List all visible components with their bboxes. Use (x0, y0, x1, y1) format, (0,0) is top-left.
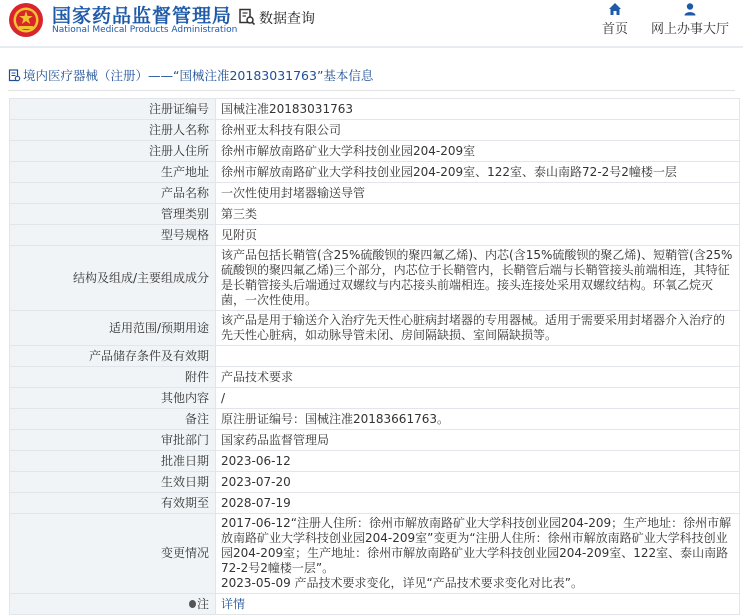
table-row (10, 246, 740, 311)
field-value: / (216, 388, 740, 409)
nav-online-hall[interactable] (648, 2, 732, 37)
brand-title-cn: 国家药品监督管理局 (52, 5, 233, 27)
field-label: 注册人住所 (10, 141, 216, 162)
field-label: 变更情况 (10, 514, 216, 594)
table-row (10, 430, 740, 451)
table-row (10, 183, 740, 204)
table-row (10, 120, 740, 141)
header-divider (0, 46, 743, 48)
note-label (10, 594, 216, 615)
change-entry: 2023-05-09 产品技术要求变化，详见“产品技术要求变化对比表”。 (221, 576, 583, 590)
field-value: 国械注准20183031763 (216, 99, 740, 120)
site-header (0, 0, 743, 46)
table-row (10, 141, 740, 162)
field-value: 产品技术要求 (216, 367, 740, 388)
national-emblem-logo (8, 2, 44, 38)
field-label: 适用范围/预期用途 (10, 311, 216, 346)
table-row (10, 204, 740, 225)
field-value: 见附页 (216, 225, 740, 246)
user-icon (683, 2, 697, 16)
field-value: 2028-07-19 (216, 493, 740, 514)
field-value: 该产品是用于输送介入治疗先天性心脏病封堵器的专用器械。适用于需要采用封堵器介入治疗的先天性心脏病，如动脉导管未闭、房间隔缺损、室间隔缺损等。 (216, 311, 740, 346)
table-row (10, 451, 740, 472)
change-history-value (216, 514, 740, 594)
field-label: 注册证编号 (10, 99, 216, 120)
table-row (10, 99, 740, 120)
field-value: 2023-07-20 (216, 472, 740, 493)
field-label: 注册人名称 (10, 120, 216, 141)
field-value: 徐州市解放南路矿业大学科技创业园204-209室 (216, 141, 740, 162)
field-label: 产品储存条件及有效期 (10, 346, 216, 367)
field-label: 生效日期 (10, 472, 216, 493)
note-label-text: 注 (196, 596, 209, 611)
table-row (10, 409, 740, 430)
nav-online-hall-label: 网上办事大厅 (650, 22, 729, 37)
field-label: 产品名称 (10, 183, 216, 204)
table-row (10, 225, 740, 246)
home-icon (608, 2, 622, 16)
table-row (10, 472, 740, 493)
table-row (10, 493, 740, 514)
field-label: 备注 (10, 409, 216, 430)
device-info-table (9, 98, 740, 615)
field-label: 结构及组成/主要组成成分 (10, 246, 216, 311)
field-label: 批准日期 (10, 451, 216, 472)
breadcrumb-text: 境内医疗器械（注册）——“国械注准20183031763”基本信息 (23, 68, 374, 83)
field-value (216, 346, 740, 367)
field-value: 第三类 (216, 204, 740, 225)
brand-title-en: National Medical Products Administration (52, 25, 238, 35)
nav-home[interactable] (596, 2, 634, 37)
field-value: 原注册证编号：国械注准20183661763。 (216, 409, 740, 430)
field-label: 附件 (10, 367, 216, 388)
note-value (216, 594, 740, 615)
table-row (10, 162, 740, 183)
table-row (10, 388, 740, 409)
field-label: 型号规格 (10, 225, 216, 246)
change-entry: 2017-06-12“注册人住所：徐州市解放南路矿业大学科技创业园204-209；生产地址：徐州市解放南路矿业大学科技创业园204-209室”变更为“注册人住所：徐州市解放南路矿业大学科技创业园204-209室；生产地址：徐州市解放南路矿业大学科技创业园204-209室、122室、泰山南路72-2号2幢楼一层”。 (221, 516, 732, 575)
field-value: 一次性使用封堵器输送导管 (216, 183, 740, 204)
details-link[interactable]: 详情 (221, 596, 246, 611)
field-label: 审批部门 (10, 430, 216, 451)
data-query-title[interactable] (238, 8, 315, 28)
breadcrumb (8, 62, 735, 91)
field-label: 其他内容 (10, 388, 216, 409)
nav-home-label: 首页 (601, 22, 628, 37)
table-row (10, 514, 740, 594)
field-value: 2023-06-12 (216, 451, 740, 472)
table-row (10, 346, 740, 367)
field-value: 该产品包括长鞘管(含25%硫酸钡的聚四氟乙烯)、内芯(含15%硫酸钡的聚乙烯)、短鞘管(含25%硫酸钡的聚四氟乙烯)三个部分，内芯位于长鞘管内，长鞘管后端与长鞘管接头前端相连，其特征是长鞘管接头后端通过双螺纹与内芯接头前端相连。接头连接处采用双螺纹结构。环氧乙烷灭菌，一次性使用。 (216, 246, 740, 311)
bulb-icon (189, 600, 196, 608)
document-icon (8, 69, 21, 82)
table-row (10, 594, 740, 615)
field-label: 有效期至 (10, 493, 216, 514)
field-value: 徐州亚太科技有限公司 (216, 120, 740, 141)
field-value: 国家药品监督管理局 (216, 430, 740, 451)
table-row (10, 311, 740, 346)
table-row (10, 367, 740, 388)
data-query-label: 数据查询 (259, 11, 315, 27)
field-label: 生产地址 (10, 162, 216, 183)
field-label: 管理类别 (10, 204, 216, 225)
document-search-icon (238, 8, 256, 26)
field-value: 徐州市解放南路矿业大学科技创业园204-209室、122室、泰山南路72-2号2幢楼一层 (216, 162, 740, 183)
